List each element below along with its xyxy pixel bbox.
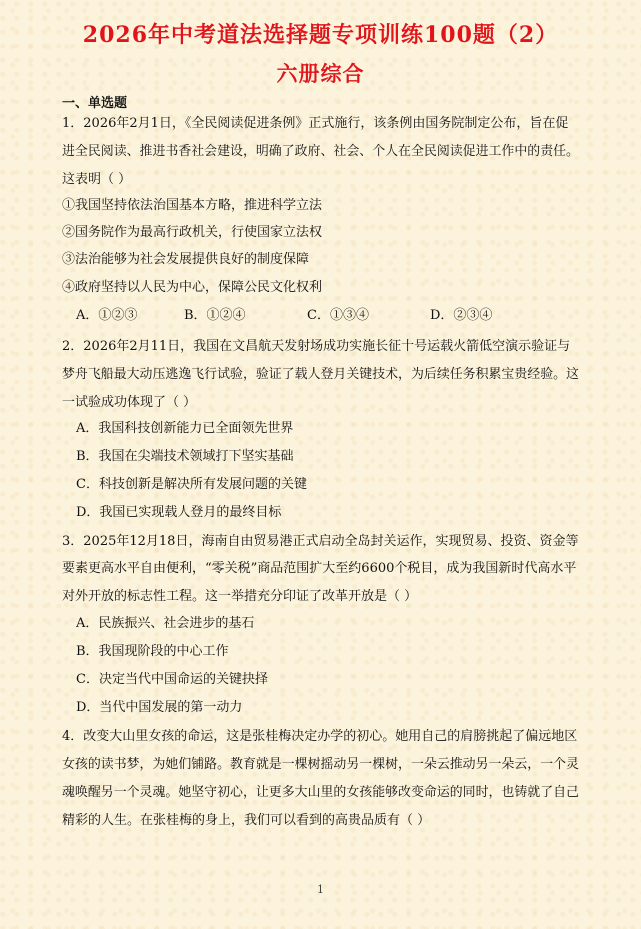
q3-stem-line-1: 3．2025年12月18日，海南自由贸易港正式启动全岛封关运作，实现贸易、投资、资金等 [62,534,579,549]
q1-option-a: A．①②③ [76,308,138,323]
q1-statement-1: ①我国坚持依法治国基本方略，推进科学立法 [62,198,323,213]
document-title: 2026年中考道法选择题专项训练100题（2） [82,22,559,48]
q1-option-b: B．①②④ [184,308,246,323]
q3-option-d: D．当代中国发展的第一动力 [76,700,243,715]
q1-option-c: C．①③④ [307,308,369,323]
q4-stem-line-2: 女孩的读书梦，为她们铺路。教育就是一棵树摇动另一棵树，一朵云推动另一朵云，一个灵 [62,757,579,772]
section-heading: 一、单选题 [62,96,128,111]
q2-option-d: D．我国已实现载人登月的最终目标 [76,505,282,520]
q4-stem-line-3: 魂唤醒另一个灵魂。她坚守初心，让更多大山里的女孩能够改变命运的同时，也铸就了自己 [62,785,579,800]
q2-option-b: B．我国在尖端技术领域打下坚实基础 [76,449,294,464]
q2-stem-line-2: 梦舟飞船最大动压逃逸飞行试验，验证了载人登月关键技术，为后续任务积累宝贵经验。这 [62,367,579,382]
page-number: 1 [317,883,324,896]
q3-stem-line-3: 对外开放的标志性工程。这一举措充分印证了改革开放是（ ） [62,589,418,604]
q4-stem-line-1: 4．改变大山里女孩的命运，这是张桂梅决定办学的初心。她用自己的肩膀挑起了偏远地区 [62,729,578,744]
q4-stem-line-4: 精彩的人生。在张桂梅的身上，我们可以看到的高贵品质有（ ） [62,813,431,828]
q1-stem-line-2: 进全民阅读、推进书香社会建设，明确了政府、社会、个人在全民阅读促进工作中的责任。 [62,144,579,159]
q1-stem-line-1: 1．2026年2月1日，《全民阅读促进条例》正式施行，该条例由国务院制定公布，旨在促 [62,116,569,131]
q3-option-c: C．决定当代中国命运的关键抉择 [76,672,268,687]
q1-statement-2: ②国务院作为最高行政机关，行使国家立法权 [62,225,323,240]
q2-option-a: A．我国科技创新能力已全面领先世界 [76,421,294,436]
q3-option-a: A．民族振兴、社会进步的基石 [76,616,255,631]
q1-option-d: D．②③④ [430,308,493,323]
q3-stem-line-2: 要素更高水平自由便利，“零关税”商品范围扩大至约6600个税目，成为我国新时代高水平 [62,561,577,576]
q2-option-c: C．科技创新是解决所有发展问题的关键 [76,477,307,492]
q1-statement-3: ③法治能够为社会发展提供良好的制度保障 [62,252,310,267]
q3-option-b: B．我国现阶段的中心工作 [76,644,229,659]
q1-stem-line-3: 这表明（ ） [62,172,132,187]
document-subtitle: 六册综合 [276,61,365,86]
q1-statement-4: ④政府坚持以人民为中心，保障公民文化权利 [62,280,323,295]
q2-stem-line-1: 2．2026年2月11日，我国在文昌航天发射场成功实施长征十号运载火箭低空演示验证与 [62,339,571,354]
q2-stem-line-3: 一试验成功体现了（ ） [62,395,197,410]
